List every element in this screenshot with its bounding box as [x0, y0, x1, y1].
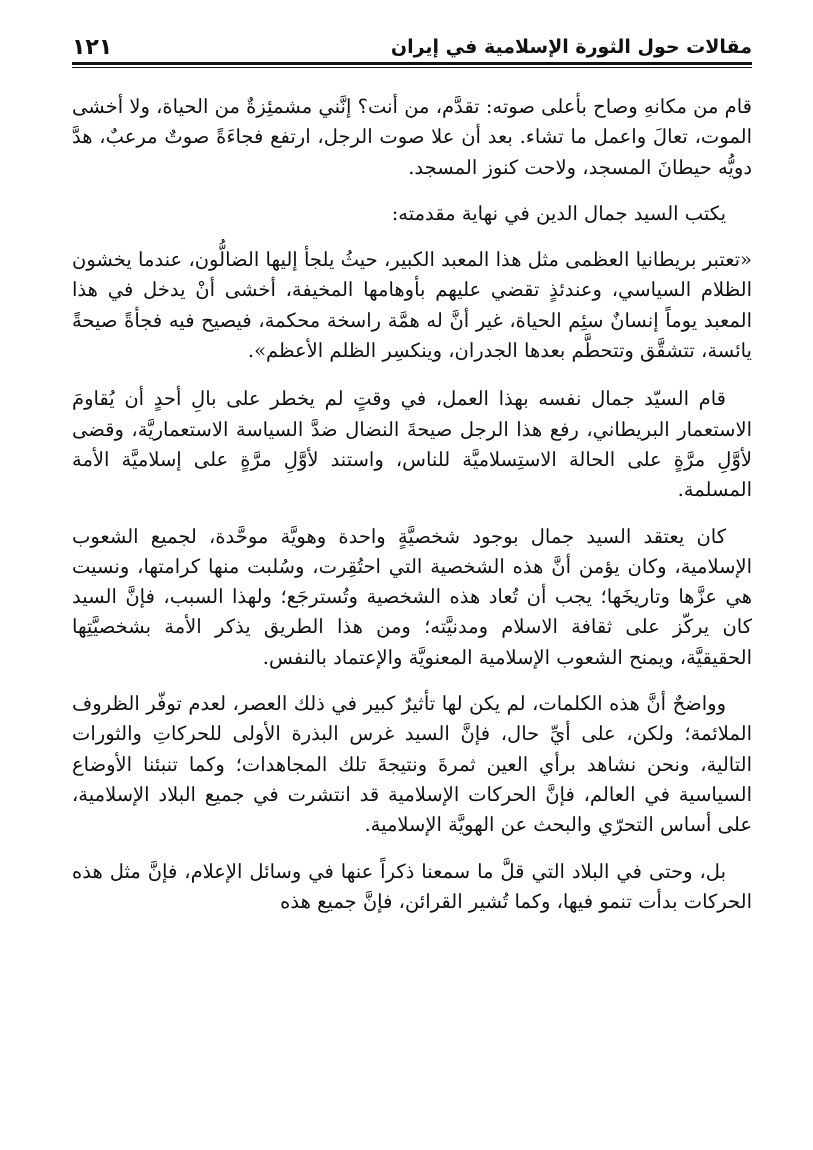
- paragraph: كان يعتقد السيد جمال بوجود شخصيَّةٍ واحدة وهويَّة موحَّدة، لجميع الشعوب الإسلامية، وكان يؤمن أنَّ هذه الشخصية التي احتُقِرت، وسُلبت منها كرامتها، ونسيت هي عزَّها وتاريخَها؛ يجب أن تُعاد هذه الشخصية وتُسترجَع؛ ولهذا السبب، فإنَّ السيد كان يركّز على ثقافة الاسلام ومدنيَّته؛ ومن هذا الطريق يذكر الأمة بشخصيَّتِها الحقيقيَّة، ويمنح الشعوب الإسلامية المعنويَّة والإعتماد بالنفس.: [72, 524, 752, 669]
- paragraph: وواضحٌ أنَّ هذه الكلمات، لم يكن لها تأثيرٌ كبير في ذلك العصر، لعدم توفّر الظروف الملائمة؛ ولكن، على أيِّ حال، فإنَّ السيد غرس البذرة الأولى للحركاتِ والثورات التالية، ونحن نشاهد برأي العين ثمرةَ ونتيجةَ تلك المجاهدات؛ وكما تنبئنا الأوضاع السياسية في العالم، فإنَّ الحركات الإسلامية قد انتشرت في جميع البلاد الإسلامية، على أساس التحرّي والبحث عن الهويَّة الإسلامية.: [72, 692, 752, 837]
- paragraph: يكتب السيد جمال الدين في نهاية مقدمته:: [391, 201, 726, 225]
- paragraph: قام السيّد جمال نفسه بهذا العمل، في وقتٍ لم يخطر على بالِ أحدٍ أن يُقاومَ الاستعمار البريطاني، رفع هذا الرجل صيحةَ النضال ضدَّ السياسة الاستعماريَّة، وقضى لأوَّلِ مرَّةٍ على الحالة الاستِسلاميَّة للناس، واستند لأوَّلِ مرَّةٍ على إسلاميَّة الأمة المسلمة.: [72, 387, 752, 502]
- page-number: ١٢١: [72, 34, 113, 60]
- header-title: مقالات حول الثورة الإسلامية في إيران: [390, 36, 752, 58]
- header-rule-thick: [72, 62, 752, 65]
- header-rule-thin: [72, 67, 752, 68]
- running-header: [72, 30, 752, 64]
- body-text: [72, 92, 752, 933]
- paragraph: بل، وحتى في البلاد التي قلَّ ما سمعنا ذكراً عنها في وسائل الإعلام، فإنَّ مثل هذه الحركات بدأت تنمو فيها، وكما تُشير القرائن، فإنَّ جميع هذه: [72, 859, 752, 913]
- paragraph: قام من مكانهِ وصاح بأعلى صوته: تقدَّم، من أنت؟ إنَّني مشمئِزةٌ من الحياة، ولا أخشى الموت، تعالَ واعمل ما تشاء. بعد أن علا صوت الرجل، ارتفع فجاءَةً صوتٌ مرعبٌ، هدَّ دويُّه حيطانَ المسجد، ولاحت كنوز المسجد.: [72, 95, 752, 179]
- quote-paragraph: «تعتبر بريطانيا العظمى مثل هذا المعبد الكبير، حيثُ يلجأ إليها الضالُّون، عندما يخشون الظلام السياسي، وعندئذٍ تقضي عليهم بأوهامها المخيفة، أخشى أنْ يدخل في هذا المعبد يوماً إنسانٌ سئِم الحياة، غير أنَّ له همَّة راسخة محكمة، فيصيح فيه فجأةً صيحةً يائسة، تتشقَّق وتتحطَّم بعدها الجدران، وينكسِر الظلم الأعظم».: [72, 248, 752, 363]
